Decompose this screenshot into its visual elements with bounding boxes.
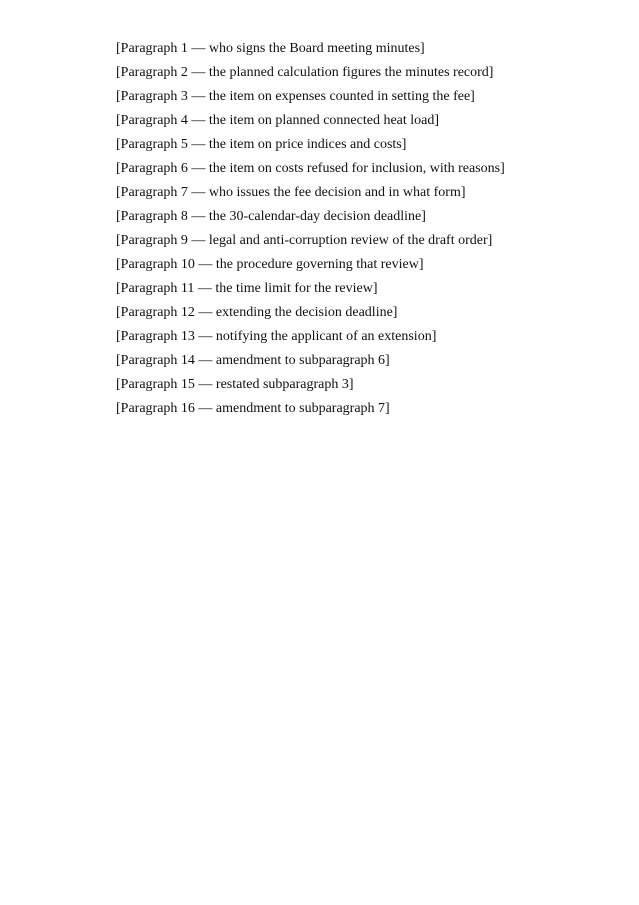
paragraph: [Paragraph 10 — the procedure governing that review] <box>116 257 424 272</box>
paragraph: [Paragraph 7 — who issues the fee decision and in what form] <box>116 185 466 200</box>
paragraph: [Paragraph 11 — the time limit for the review] <box>116 281 378 296</box>
paragraph: [Paragraph 1 — who signs the Board meeting minutes] <box>116 41 425 56</box>
paragraph: [Paragraph 16 — amendment to subparagraph 7] <box>116 401 390 416</box>
paragraph: [Paragraph 4 — the item on planned connected heat load] <box>116 113 440 128</box>
paragraph: [Paragraph 9 — legal and anti-corruption review of the draft order] <box>116 233 493 248</box>
paragraph: [Paragraph 2 — the planned calculation figures the minutes record] <box>116 65 494 80</box>
paragraph: [Paragraph 5 — the item on price indices and costs] <box>116 137 407 152</box>
paragraph: [Paragraph 15 — restated subparagraph 3] <box>116 377 354 392</box>
paragraph: [Paragraph 6 — the item on costs refused for inclusion, with reasons] <box>116 161 505 176</box>
paragraph: [Paragraph 3 — the item on expenses counted in setting the fee] <box>116 89 475 104</box>
paragraph: [Paragraph 13 — notifying the applicant of an extension] <box>116 329 437 344</box>
paragraph: [Paragraph 12 — extending the decision deadline] <box>116 305 398 320</box>
paragraph: [Paragraph 14 — amendment to subparagraph 6] <box>116 353 390 368</box>
paragraph: [Paragraph 8 — the 30-calendar-day decision deadline] <box>116 209 426 224</box>
